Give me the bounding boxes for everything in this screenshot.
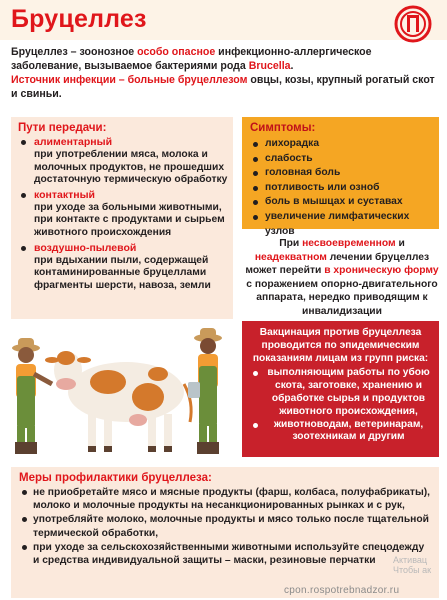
- symptoms-heading: Симптомы:: [250, 122, 316, 134]
- intro-text: [11, 45, 439, 101]
- intro-text-1: Бруцеллез – зоонозное: [11, 46, 138, 58]
- os-activation-watermark: [393, 555, 431, 575]
- page-title: Бруцеллез: [11, 5, 147, 33]
- warn-text: с поражением опорно-двигательного аппарата, нередко приводящим к инвалидизации: [246, 278, 438, 317]
- warn-text: и: [395, 238, 405, 249]
- farmer-left-illustration: [12, 338, 52, 454]
- cow-illustration: [45, 351, 191, 452]
- rospotrebnadzor-logo-icon: [393, 4, 433, 44]
- list-item: увеличение лимфатических узлов: [252, 210, 439, 239]
- list-item: боль в мышцах и суставах: [252, 195, 439, 210]
- warn-highlight: в хроническую форму: [324, 265, 439, 277]
- warn-text: лечении бруцеллез может перейти: [245, 251, 430, 277]
- list-item: лихорадка: [252, 137, 439, 152]
- transmission-desc: при употреблении мяса, молока и молочных продуктов, не прошедших достаточную термическую обработку: [34, 149, 228, 186]
- list-item: при уходе за сельскохозяйственными животными используйте спецодежду и средства индивидуальной защиты – маски, резиновые перчатки: [21, 541, 439, 567]
- list-item: [20, 136, 233, 187]
- intro-highlight-dangerous: особо опасное: [137, 46, 216, 58]
- intro-text-2: инфекционно-аллергическое заболевание, вызываемое бактериями рода: [11, 46, 372, 72]
- watermark-text: Активац Чтобы ак: [393, 555, 432, 575]
- vaccination-panel: [242, 321, 439, 457]
- farm-illustration: [8, 322, 240, 464]
- symptoms-list: [242, 137, 439, 239]
- list-item: головная боль: [252, 166, 439, 181]
- chronic-warning: [242, 237, 442, 319]
- prevention-panel: [11, 467, 439, 598]
- intro-genus: Brucella: [248, 60, 291, 72]
- transmission-panel: [11, 117, 233, 319]
- transmission-desc: при уходе за больными животными, при контакте с продуктами и сырьем животного происхождения: [34, 201, 225, 238]
- transmission-heading: Пути передачи:: [18, 122, 107, 134]
- transmission-name: воздушно-пылевой: [34, 241, 137, 254]
- vaccination-intro: Вакцинация против бруцеллеза проводится по эпидемическим показаниям лицам из групп риска:: [252, 327, 429, 364]
- intro-period: .: [290, 60, 294, 72]
- warn-highlight: несвоевременном: [302, 238, 396, 249]
- transmission-name: алиментарный: [34, 136, 113, 148]
- list-item: животноводам, ветеринарам, зоотехникам и другим: [252, 419, 439, 445]
- list-item: не приобретайте мясо и мясные продукты (фарш, колбаса, полуфабрикаты), молоко и молочные продукты на несанкционированных рынках и с рук,: [21, 486, 439, 512]
- warn-highlight: неадекватном: [254, 251, 327, 263]
- infection-source-label: Источник инфекции – больные бруцеллезом: [11, 74, 248, 86]
- list-item: выполняющим работы по убою скота, заготовке, хранению и обработке сырья и продуктов животного происхождения,: [252, 367, 439, 418]
- transmission-list: [11, 136, 233, 292]
- farmer-right-illustration: [188, 328, 222, 454]
- prevention-list: [11, 486, 439, 567]
- list-item: употребляйте молоко, молочные продукты и мясо только после тщательной термической обработки,: [21, 513, 439, 539]
- list-item: [20, 242, 233, 293]
- list-item: потливость или озноб: [252, 181, 439, 196]
- prevention-heading: Меры профилактики бруцеллеза:: [19, 472, 212, 484]
- infection-source-text: овцы, козы, крупный рогатый скот и свиньи.: [11, 74, 435, 100]
- transmission-desc: при вдыхании пыли, содержащей контаминированные бруцеллами фрагменты шерсти, навоза, земли: [34, 254, 211, 291]
- transmission-name: контактный: [34, 188, 96, 201]
- warn-text: При: [279, 238, 303, 249]
- list-item: слабость: [252, 152, 439, 167]
- symptoms-panel: [242, 117, 439, 237]
- vaccination-list: [242, 367, 439, 444]
- list-item: [20, 189, 233, 240]
- footer-url[interactable]: cpon.rospotrebnadzor.ru: [284, 585, 400, 596]
